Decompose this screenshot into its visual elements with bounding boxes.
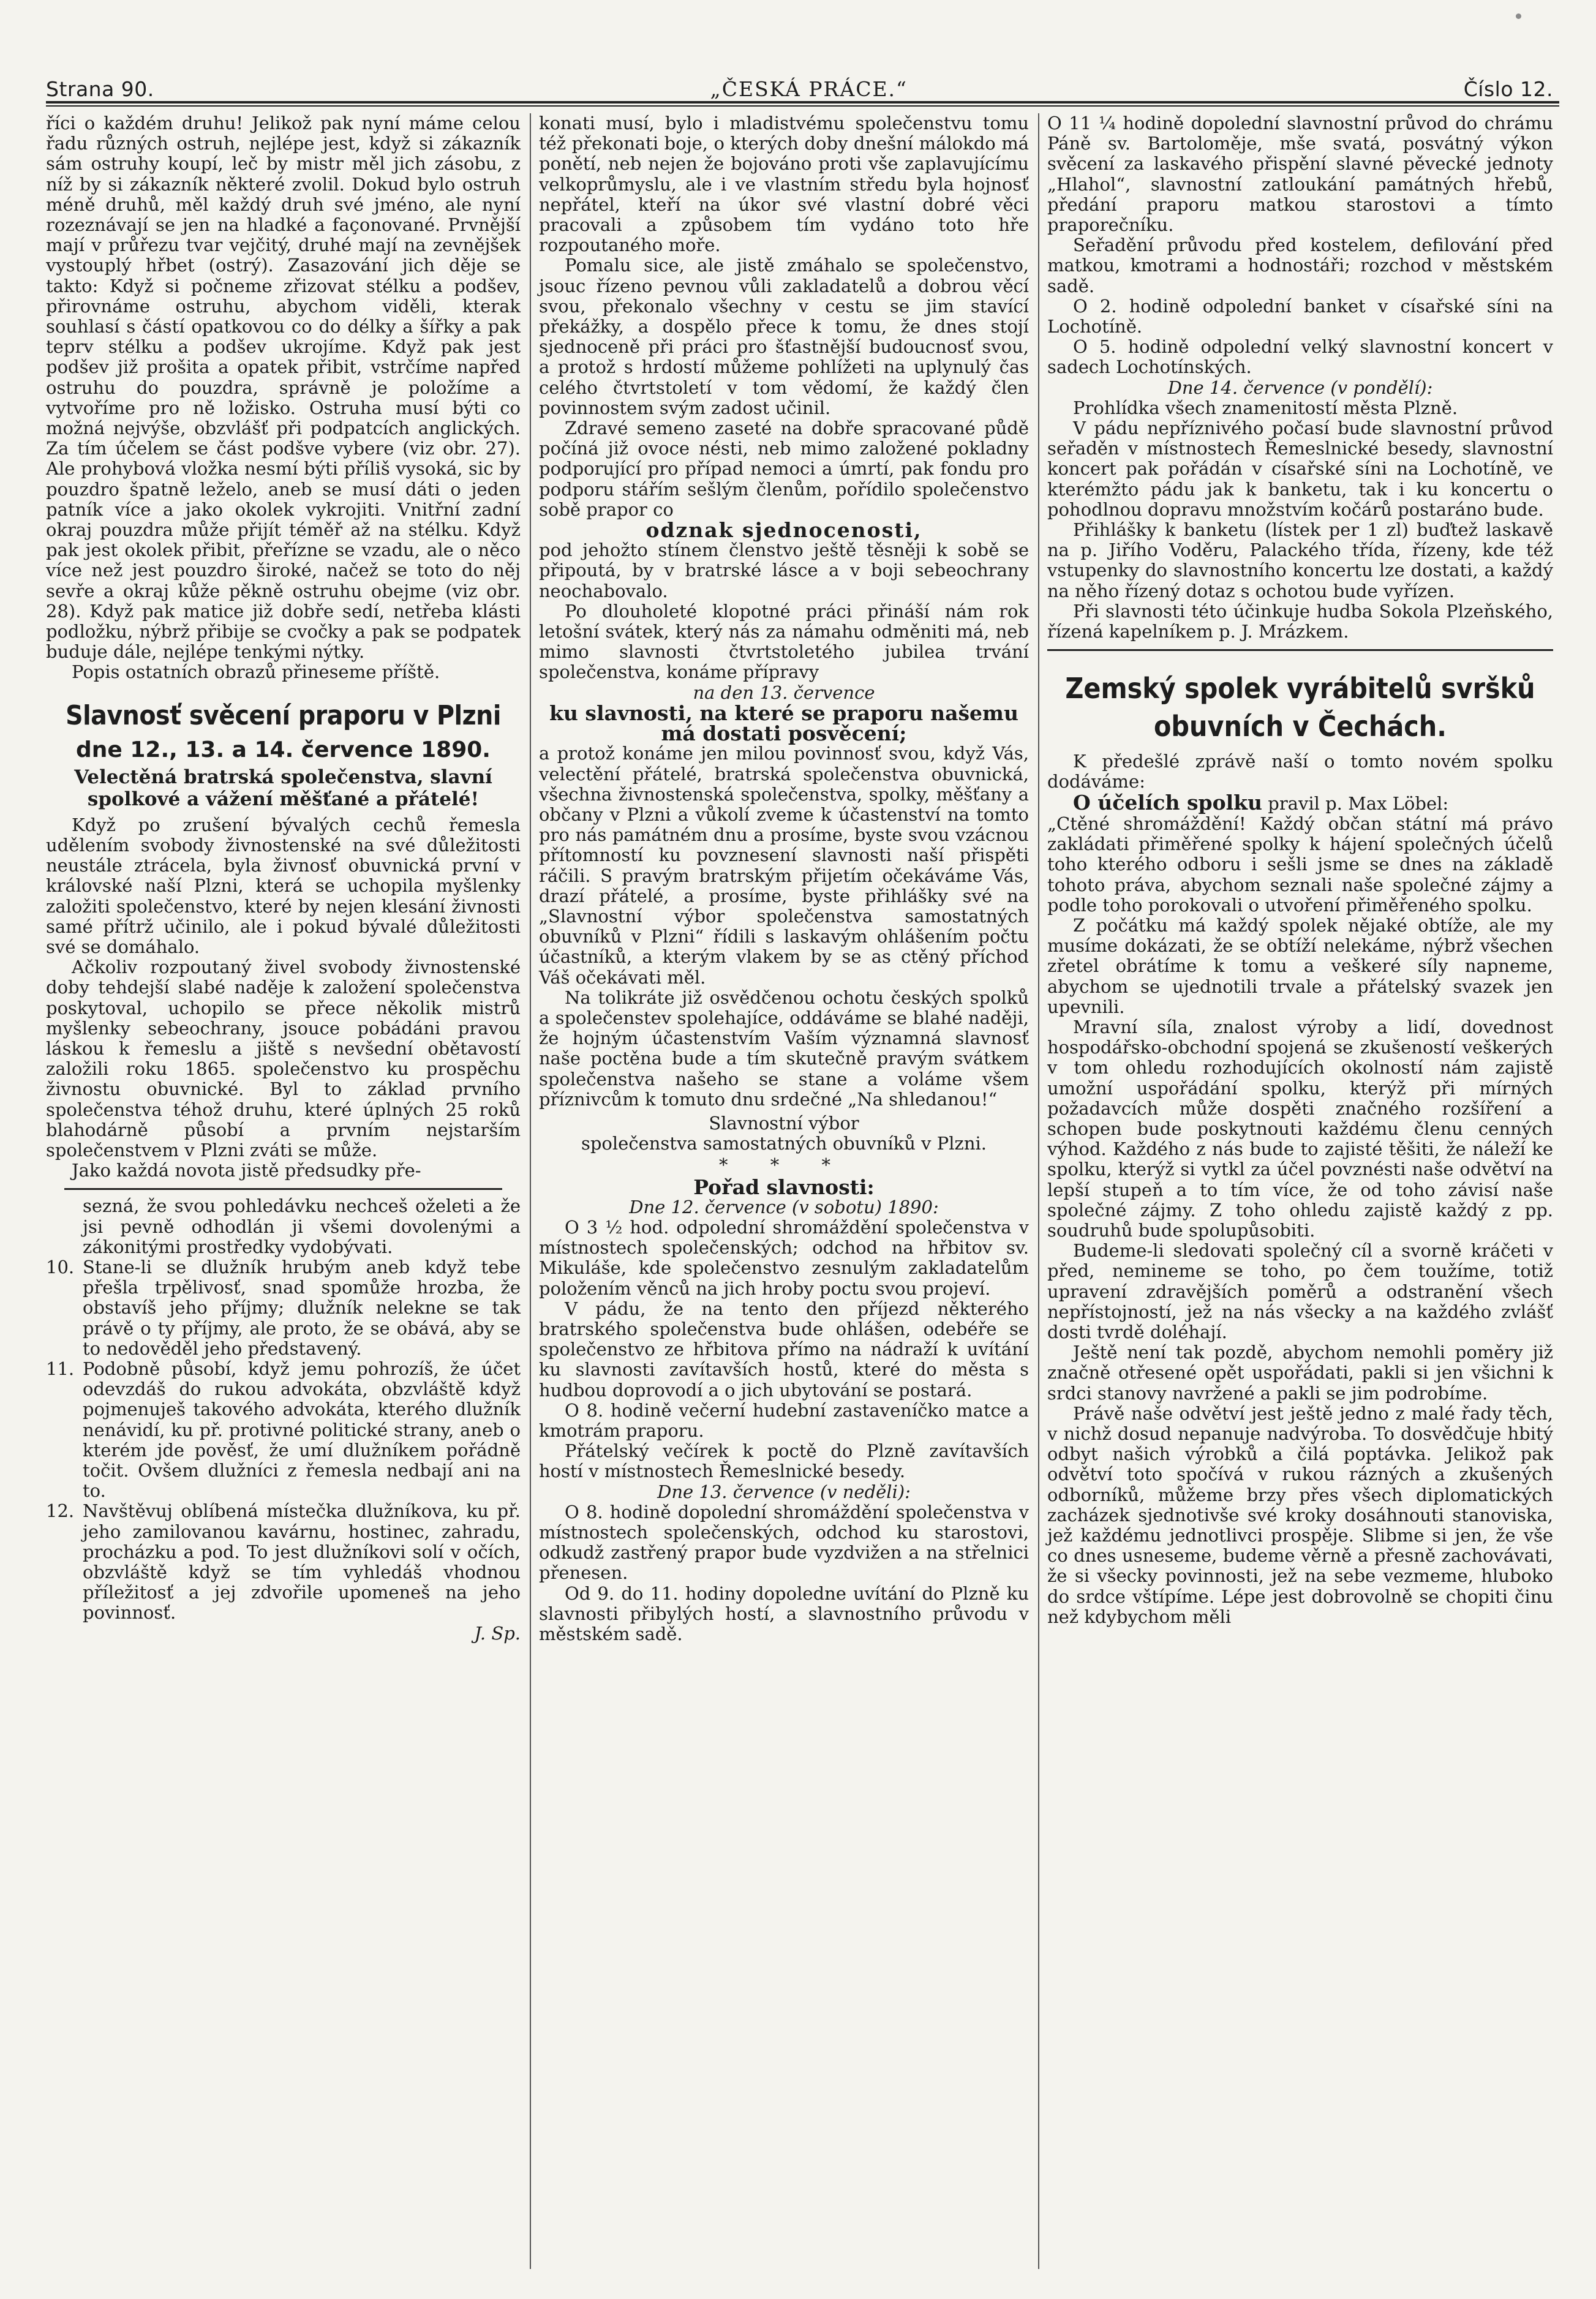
paragraph: O 5. hodině odpolední velký slavnostní koncert v sadech Lochotínských. <box>1047 336 1553 378</box>
paragraph: V pádu, že na tento den příjezd některého bratrského společenstva bude ohlášen, odebéře se společenstvo ze hřbitova přímo na nádraží k uvítání ku slavnosti zavítavších hostů, které do města s hudbou doprovodí a o jich ubytování se postará. <box>539 1298 1029 1401</box>
committee-line: společenstva samostatných obuvníků v Plzni. <box>581 1133 987 1154</box>
paragraph: Při slavnosti této účinkuje hudba Sokola Plzeňského, řízená kapelníkem p. J. Mrázkem. <box>1047 600 1553 642</box>
list-item <box>46 1257 521 1359</box>
list-text: Stane-li se dlužník hrubým aneb když tebe přešla trpělivosť, snad spomůže hrozba, že obstavíš jeho příjmy; dlužník nelekne se tak právě o ty příjmy, ale proto, že se obává, aby se to nedověděl jeho představený. <box>83 1256 521 1359</box>
paragraph: O 8. hodině večerní hudební zastaveníčko matce a kmotrám praporu. <box>539 1399 1029 1441</box>
paragraph: pod jehožto stínem členstvo ještě těsněji k sobě se připoutá, by v bratrské lásce a v boji sebeochrany neochabovalo. <box>539 540 1029 601</box>
list-number: 12. <box>46 1500 75 1522</box>
committee-line: Slavnostní výbor <box>709 1112 859 1134</box>
newspaper-title: „ČESKÁ PRÁCE.“ <box>710 77 908 101</box>
date-line: na den 13. července <box>693 682 875 703</box>
program-day: Dne 12. července (v sobotu) 1890: <box>629 1196 939 1217</box>
column-3 <box>1047 113 1553 2287</box>
paragraph <box>1047 792 1553 814</box>
column-rule <box>530 113 531 2269</box>
paragraph: Jako každá novota jistě předsudky pře- <box>72 1160 421 1181</box>
issue-number: Číslo 12. <box>1463 77 1553 101</box>
masthead-rule <box>46 101 1559 107</box>
numbered-list <box>46 1257 521 1624</box>
paragraph: Přihlášky k banketu (lístek per 1 zl) buďtež laskavě na p. Jiřího Voděru, Palackého třída, řízeny, kde též vstupenky do slavnostního koncertu lze dostati, a každý na něho řízený dotaz s ochotou bude vyřízen. <box>1047 519 1553 601</box>
program-day: Dne 14. července (v pondělí): <box>1167 377 1433 398</box>
paragraph: Prohlídka všech znamenitostí města Plzně. <box>1073 397 1458 418</box>
paragraph: Mravní síla, znalost výroby a lidí, dovednost hospodářsko-obchodní spojená se zkušeností veškerých v tom ohledu rozhodujících okolností nám zajistě umožní uspořádání spolku, kterýž při mírných požadavcích může dospěti značného rozšíření a schopen bude poskytnouti každému členu cenných výhod. Každého z nás bude to zajisté těšiti, že náleží ke spolku, kterýž si vytkl za účel povznésti naše odvětví na lepší stupeň a to tím více, že od toho závisí naše společné zájmy. Z toho ohledu zajistě každý z pp. soudruhů bude spolupůsobiti. <box>1047 1016 1553 1241</box>
list-text: Podobně působí, když jemu pohrozíš, že účet odevzdáš do rukou advokáta, obzvláště když pojmenuješ takového advokáta, kterého dlužník nenávidí, ku př. protivné politické strany, aneb o kterém jde pověsť, že umí dlužníkem pořádně točit. Ovšem dlužníci z řemesla nedbají ani na to. <box>83 1358 521 1502</box>
lead-rest: pravil p. Max Löbel: <box>1268 792 1449 814</box>
program-day: Dne 13. července (v neděli): <box>657 1481 911 1502</box>
list-text: Navštěvuj oblíbená místečka dlužníkova, ku př. jeho zamilovanou kavárnu, hostinec, zahradu, procházku a pod. To jest dlužníkovi solí v očích, obzvláště když se tím vyhledáš vhodnou příležitosť a jej zdvořile upomeneš na jeho povinnosť. <box>83 1500 521 1624</box>
paragraph: Zdravé semeno zaseté na dobře spracované půdě počíná již ovoce nésti, neb mimo založené pokladny podporující pro případ nemoci a úmrtí, pak fondu pro podporu stářím sešlým členům, pořídilo společenstvo sobě prapor co <box>539 418 1029 520</box>
column-2 <box>539 113 1029 2287</box>
paragraph: Přátelský večírek k poctě do Plzně zavítavších hostí v místnostech Řemeslnické besedy. <box>539 1440 1029 1482</box>
program-heading: Pořad slavnosti: <box>693 1175 875 1199</box>
paragraph: Z počátku má každý spolek nějaké obtíže, ale my musíme dokázati, že se obtíží nelekáme, nýbrž všechen zřetel obrátíme k tomu a veškeré síly napneme, abychom se ujednotili trvale a přátelský svazek jen upevnili. <box>1047 914 1553 1017</box>
paragraph: Budeme-li sledovati společný cíl a svorně kráčeti v před, nemineme se toho, po čem toužíme, totiž upravení zdravějších poměrů a odstranění všech nepřístojností, jež na nás všecky a na každého zvlášť dosti tvrdě doléhají. <box>1047 1240 1553 1342</box>
paragraph: K předešlé zprávě naší o tomto novém spolku dodáváme: <box>1047 751 1553 792</box>
paragraph: Pomalu sice, ale jistě zmáhalo se společenstvo, jsouc řízeno pevnou vůli zakladatelů a dobrou věcí svou, překonalo všechny v cestu se jim stavící překážky, a dospělo přece k tomu, že dnes stojí sjednoceně při práci pro šťastnější budoucnosť svou, a protož s hrdostí můžeme pohlížeti na uplynulý čas celého čtvrtstoletí v tom vědomí, že každý člen povinnostem svým zadost učinil. <box>539 255 1029 418</box>
column-1 <box>46 113 521 2287</box>
paragraph: sezná, že svou pohledávku nechceš oželeti a že jsi pevně odhodlán ji všemi dovolenými a zákonitými prostředky vydobývati. <box>83 1195 521 1257</box>
article-headline: Slavnosť svěcení praporu v Plzni <box>66 699 501 731</box>
paragraph: Popis ostatních obrazů přineseme příště. <box>72 661 440 683</box>
section-divider <box>1047 649 1553 651</box>
ink-spot <box>1516 13 1521 19</box>
list-item <box>46 1501 521 1623</box>
paragraph: O 11 ¼ hodině dopolední slavnostní průvod do chrámu Páně sv. Bartoloměje, mše svatá, posvátný výkon svěcení za laskavého přispění slavné pěvecké jednoty „Hlahol“, slavnostní zatloukání památných hřebů, předání praporu matkou starostovi a tímto praporečníku. <box>1047 113 1553 236</box>
paragraph: O 2. hodině odpolední banket v císařské síni na Lochotíně. <box>1047 295 1553 337</box>
masthead <box>46 58 1553 101</box>
article-greeting: Velectěná bratrská společenstva, slavní spolkové a vážení měšťané a přátelé! <box>74 766 492 810</box>
emphasis-line: odznak sjednocenosti, <box>646 518 922 543</box>
paragraph: Na tolikráte již osvědčenou ochotu českých spolků a společenstev spolehajíce, oddáváme se blahé naději, že hojným účastenstvím Vaším významná slavnosť naše poctěna bude a tím skutečně pravým svátkem společenstva našeho se stane a voláme všem příznivcům k tomuto dnu srdečné „Na shledanou!“ <box>539 987 1029 1110</box>
article-headline: Zemský spolek vyrábitelů svršků obuvních v Čechách. <box>1065 672 1535 743</box>
paragraph: V pádu nepříznivého počasí bude slavnostní průvod seřaděn v místnostech Řemeslnické besedy, slavnostní koncert pak pořádán v císařské síni na Lochotíně, ve kterémžto pádu jak k banketu, tak i ku koncertu o pohodlnou dopravu množstvím kočárů postaráno bude. <box>1047 418 1553 520</box>
paragraph: „Ctěné shromáždění! Každý občan státní má právo zakládati přiměřené spolky k hájení společných účelů toho kterého odboru i sešli jsme se dnes na základě tohoto práva, abychom seznali naše společné zájmy a podle toho porokovali o utvoření přiměřeného spolku. <box>1047 813 1553 916</box>
paragraph: Ačkoliv rozpoutaný živel svobody živnostenské doby tehdejší slabé naděje k založení společenstva poskytoval, uchopilo se přece několik mistrů myšlenky sebeochrany, jsouce pobádáni pravou láskou k řemeslu a jiště s nevšední obětavostí založili roku 1865. společenstvo ku prospěchu živnostu obuvnické. Byl to základ prvního společenstva téhož druhu, které úplných 25 roků blahodárně působí a prvním nejstarším společenstvem v Plzni zváti se může. <box>46 957 521 1161</box>
lead-phrase: O účelích spolku <box>1073 790 1263 815</box>
paragraph: Po dlouholeté klopotné práci přináší nám rok letošní svátek, který nás za námahu odměniti má, neb mimo slavnosti čtvrtstoletého jubilea trvání společenstva, konáme přípravy <box>539 600 1029 683</box>
stars-divider: * * * <box>719 1154 849 1176</box>
list-item <box>46 1359 521 1501</box>
paragraph: O 8. hodině dopolední shromáždění společenstva v místnostech společenských, odchod ku starostovi, odkudž zastřený prapor bude vyzdvižen a na střelnici přenesen. <box>539 1501 1029 1584</box>
paragraph: Ještě není tak pozdě, abychom nemohli poměry již značně otřesené opět uspořádati, pakli si jen všichni k srdci stanovy navržené a pakli se jim podrobíme. <box>1047 1342 1553 1404</box>
emphasis-line: ku slavnosti, na které se praporu našemu má dostati posvěcení; <box>549 701 1018 746</box>
list-number: 10. <box>46 1256 75 1277</box>
section-divider <box>64 1188 502 1190</box>
paragraph: Právě naše odvětví jest ještě jedno z malé řady těch, v nichž dosud nepanuje nadvýroba. To dosvědčuje hbitý odbyt našich výrobků a čilá poptávka. Jelikož pak odvětví toto spočívá v rukou rázných a zkušených odborníků, můžeme brzy přes všech diplomatických zacházek sjednotivše své kroky dosáhnouti stanoviska, jež každému jednotlivci prospěje. Slibme si jen, že vše co dnes usneseme, budeme věrně a přesně zachovávati, že si všecky povinnosti, jež na sebe vezmeme, hluboko do srdce vštípíme. Lépe jest dobrovolně se chopiti činu než kdybychom měli <box>1047 1402 1553 1627</box>
paragraph: Když po zrušení bývalých cechů řemesla udělením svobody živnostenské na své důležitosti neustále ztrácela, byla živnosť obuvnická první v královské naší Plzni, která se uchopila myšlenky založiti společenstvo, které by nejen klesání živnosti samé přítrž učinilo, ale i pokud bývalé důležitosti své se domáhalo. <box>46 814 521 957</box>
paragraph: a protož konáme jen milou povinnosť svou, když Vás, velectění přátelé, bratrská společenstva obuvnická, všechna živnostenská společenstva, spolky, měšťany a občany v Plzni a vůkolí zveme k účastenství na tomto pro nás památném dnu a prosíme, byste svou vzácnou přítomností ku povznesení slavnosti naší přispěti ráčili. S pravým bratrským přijetím očekáváme Vás, drazí přátelé, a prosíme, byste přihlášky své na „Slavnostní výbor společenstva samostatných obuvníků v Plzni“ řídili s laskavým ohlášením počtu účastníků, a kterým vlakem by se as ctěný příchod Váš očekávati měl. <box>539 743 1029 988</box>
paragraph: říci o každém druhu! Jelikož pak nyní máme celou řadu různých ostruh, nejlépe jest, když si zákazník sám ostruhy koupí, leč by mistr měl jich zásobu, z níž by si zákazník některé zvolil. Dokud bylo ostruh méně druhů, měl každý druh své jméno, ale nyní rozeznávají se jen na hladké a façonované. Prvnější mají v průřezu tvar vejčitý, druhé mají na zevnějšek vystouplý hřbet (ostrý). Zasazování jich děje se takto: Když si počneme zřizovat stélku a podšev, přirovnáme ostruhu, abychom viděli, kterak souhlasí s částí opatkovou co do délky a šířky a pak teprv stélku a podšev ukrojíme. Když pak jest podšev již prošita a opatek přibit, vstrčíme napřed ostruhu do pouzdra, správně je položíme a vytvoříme pro ně ložisko. Ostruha musí býti co možná nejvýše, obzvlášť při podpatcích anglických. Za tím účelem se část podšve vybere (viz obr. 27). Ale prohybová vložka nesmí býti příliš vysoká, sic by pouzdro špatně leželo, aneb se musí dáti o jeden patník více a jako okolek vykrojiti. Vnitřní zadní okraj pouzdra může přijít téměř až na stélku. Když pak jest okolek přibit, přeřízne se vzadu, ale o něco více než jest pouzdro široké, načež se toto do něj sevře a okraj kůže pěkně ostruhu obejme (viz obr. 28). Když pak matice již dobře sedí, netřeba klásti podložku, nýbrž přibije se cvočky a pak se podpatek buduje dále, nejlépe tenkými nýtky. <box>46 113 521 663</box>
list-number: 11. <box>46 1358 75 1379</box>
paragraph: O 3 ½ hod. odpolední shromáždění společenstva v místnostech společenských; odchod na hřbitov sv. Mikuláše, kde společenstvo zesnulým zakladatelům položením věnců na jich hroby poctu svou projeví. <box>539 1216 1029 1299</box>
column-rule <box>1038 113 1039 2269</box>
paragraph: Od 9. do 11. hodiny dopoledne uvítání do Plzně ku slavnosti přibylých hostí, a slavnostního průvodu v městském sadě. <box>539 1582 1029 1645</box>
article-dates: dne 12., 13. a 14. července 1890. <box>76 737 491 762</box>
signature: J. Sp. <box>474 1622 521 1644</box>
page-number: Strana 90. <box>46 77 154 101</box>
paragraph: konati musí, bylo i mladistvému společenstvu tomu též překonati boje, o kterých doby dnešní málokdo má ponětí, neb nejen že bojováno proti vše zaplavujícímu velkoprůmyslu, ale i ve vlastním středu byla hojnosť nepřátel, kteří na úkor své vlastní dobré věci pracovali a způsobem tím vydáno toto hře rozpoutaného moře. <box>539 113 1029 256</box>
paragraph: Seřadění průvodu před kostelem, defilování před matkou, kmotrami a hodnostáři; rozchod v městském sadě. <box>1047 235 1553 296</box>
